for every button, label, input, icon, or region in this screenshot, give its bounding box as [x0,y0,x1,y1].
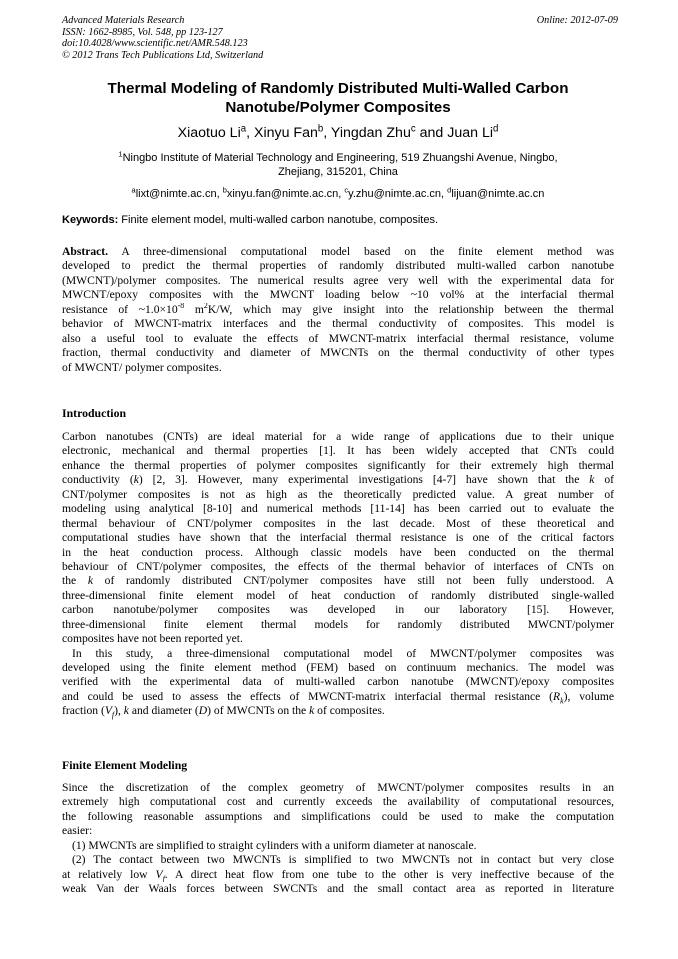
affiliation-line-1: Ningbo Institute of Material Technology and Engineering, 519 Zhuangshi Avenue, Ningbo, [122,152,558,164]
abstract-label: Abstract. [62,245,109,258]
text-line: in the heat conduction process. Although classic models have been conducted on the thermal [62,545,614,559]
email-mark: c [344,185,349,195]
fem-body [62,781,614,897]
text-line [62,303,614,317]
author-name: Yingdan Zhu [330,125,411,141]
author-name: Juan Li [447,125,493,141]
text-line: enhance the thermal properties of polymer composites significantly for their extremely high thermal [62,458,614,472]
text-line [62,868,614,882]
text-run: and diameter ( [128,704,199,718]
title-line-1: Thermal Modeling of Randomly Distributed Multi-Walled Carbon [107,80,569,97]
author-mark: d [492,123,499,135]
text-line: developed to predict the thermal properties of randomly distributed multi-walled carbon nanotube [62,259,614,273]
text-run: of [594,473,614,487]
email-separator: , [338,188,345,200]
text-line: composites have not been reported yet. [62,632,243,646]
text-run: of composites. [314,704,385,718]
keywords [62,213,614,227]
affiliation-line-2: Zhejiang, 315201, China [278,166,398,179]
symbol-d: D [198,704,208,718]
symbol-k: k [123,704,129,718]
copyright-line: © 2012 Trans Tech Publications Ltd, Switzerland [62,49,264,61]
text-line: In this study, a three-dimensional computational model of MWCNT/polymer composites was [72,646,614,660]
text-run: of randomly distributed CNT/polymer composites have still not been fully understood. A [93,574,614,588]
text-run: ) of MWCNTs on the [207,704,310,718]
text-line: three-dimensional finite element thermal models for randomly distributed MWCNT/polymer [62,617,614,631]
author-name: Xinyu Fan [254,125,318,141]
text-run: and could be used to assess the effects of MWCNT-matrix interfacial thermal resistance ( [62,689,554,703]
text-line: CNT/polymer composites is not as high as the theoretically predicted value. A great number of [62,487,614,501]
text-line: (2) The contact between two MWCNTs is simplified to two MWCNTs not in contact but very close [72,853,614,867]
author-name: Xiaotuo Li [177,125,241,141]
email-mark: a [131,185,136,195]
text-line: behaviour of CNT/polymer composites, the effects of the thermal behavior of interfaces of CNTs on [62,559,614,573]
email-address[interactable]: lijuan@nimte.ac.cn [451,188,545,200]
symbol-k: k [87,574,93,588]
author-mark: b [317,123,324,135]
text-line: (MWCNT)/polymer composites. The numerical results agree very well with the experimental data for [62,273,614,287]
text-line [62,245,614,259]
author-separator: , [323,125,331,141]
author-separator: , [246,125,254,141]
exponent: 2 [203,302,208,310]
journal-name: Advanced Materials Research [62,15,185,26]
subscript-k: k [560,696,564,705]
symbol-k: k [589,473,595,487]
email-mark: b [222,185,227,195]
text-run: A three-dimensional computational model based on the finite element method was [108,245,614,258]
affiliation [62,151,614,180]
text-run: conductivity ( [62,473,134,487]
text-line: (1) MWCNTs are simplified to straight cylinders with a uniform diameter at nanoscale. [72,838,477,852]
text-line: three-dimensional finite element model of heat conduction of randomly distributed single-walled [62,588,614,602]
text-line: thermal behaviour of CNT/polymer composites in the last decade. Most of these theoretical and [62,516,614,530]
text-line: developed using the finite element method (FEM) based on continuum mechanics. The model was [62,661,614,674]
email-separator: , [441,188,448,200]
symbol-v: V [104,704,112,718]
email-address[interactable]: y.zhu@nimte.ac.cn [348,188,442,200]
title-line-2: Nanotube/Polymer Composites [225,98,451,116]
keywords-label: Keywords: [62,214,119,226]
author-list [62,124,614,142]
text-line: Carbon nanotubes (CNTs) are ideal material for a wide range of applications due to their unique [62,430,614,443]
text-line: weak Van der Waals forces between SWCNTs and the small contact area as reported in literature [62,882,614,896]
online-date: Online: 2012-07-09 [536,15,618,26]
symbol-k: k [309,704,315,718]
email-address[interactable]: lixt@nimte.ac.cn [135,188,217,200]
text-line: behavior of MWCNT-matrix interfaces and the thermal conductivity of composites. This model is [62,317,614,331]
section-heading-fem: Finite Element Modeling [62,758,188,772]
text-run: ) [2, 3]. However, many experimental investigations [4-7] have shown that the [138,473,590,487]
text-line: Since the discretization of the complex geometry of MWCNT/polymer composites results in an [62,781,614,794]
text-line: electronic, mechanical and thermal properties [1]. It has been widely accepted that CNTs could [62,444,614,458]
author-separator: and [415,125,448,141]
email-address[interactable]: xinyu.fan@nimte.ac.cn [226,188,339,200]
doi-line: doi:10.4028/www.scientific.net/AMR.548.123 [62,38,248,50]
symbol-v: V [155,867,163,881]
text-line: of MWCNT/ polymer composites. [62,360,222,374]
text-run: resistance of ~1.0×10 [62,302,178,316]
text-line: modeling using analytical [8-10] and numerical methods [11-14] has been carried out to evaluate the [62,502,614,516]
text-line [62,574,614,588]
paper-title [62,80,614,117]
text-run: fraction ( [62,704,105,718]
text-run: K/W, which may give insight into the relationship between the thermal [207,302,614,316]
text-line: fraction, thermal conductivity and diameter of MWCNTs on the thermal conductivity of other types [62,346,614,360]
text-line [62,704,614,718]
text-run: ), [114,704,124,718]
exponent: -8 [177,302,185,310]
text-line: verified with the experimental data of multi-walled carbon nanotube (MWCNT)/epoxy composites [62,675,614,689]
subscript-f: f [111,710,115,720]
journal-header [62,15,618,61]
text-line: easier: [62,824,93,838]
symbol-k: k [133,473,139,487]
text-run: m [184,302,204,316]
keywords-text: Finite element model, multi-walled carbon nanotube, composites. [118,214,439,226]
abstract [62,245,614,375]
text-line: the following reasonable assumptions and simplifications could be used to make the computation [62,809,614,823]
section-heading-introduction: Introduction [62,406,127,420]
text-run: at relatively low [62,867,156,881]
email-separator: , [216,188,223,200]
text-line: extremely high computational cost and currently exceeds the availability of computational resources, [62,795,614,809]
affiliation-mark: 1 [118,149,123,159]
text-line: also a useful tool to evaluate the effects of MWCNT-matrix interfacial thermal resistance, volume [62,331,614,345]
text-line: MWCNT/epoxy composites with the MWCNT loading below ~10 vol% at the interfacial thermal [62,288,614,302]
subscript-f: f [162,873,165,883]
email-list [62,187,614,201]
text-line: computational studies have shown that the interfacial thermal resistance is one of the critical factors [62,531,614,545]
author-mark: c [410,123,416,135]
introduction-body [62,430,614,719]
email-mark: d [447,185,452,195]
text-run: the [62,574,88,588]
author-mark: a [240,123,247,135]
text-line: carbon nanotube/polymer composites was developed in our laboratory [15]. However, [62,603,614,617]
text-run: ), volume [563,689,614,703]
text-line [62,473,614,487]
issn-line: ISSN: 1662-8985, Vol. 548, pp 123-127 [62,26,223,38]
symbol-r: R [553,689,561,703]
text-line [62,690,614,704]
text-run: . A direct heat flow from one tube to the other is very ineffective because of the [164,867,614,881]
